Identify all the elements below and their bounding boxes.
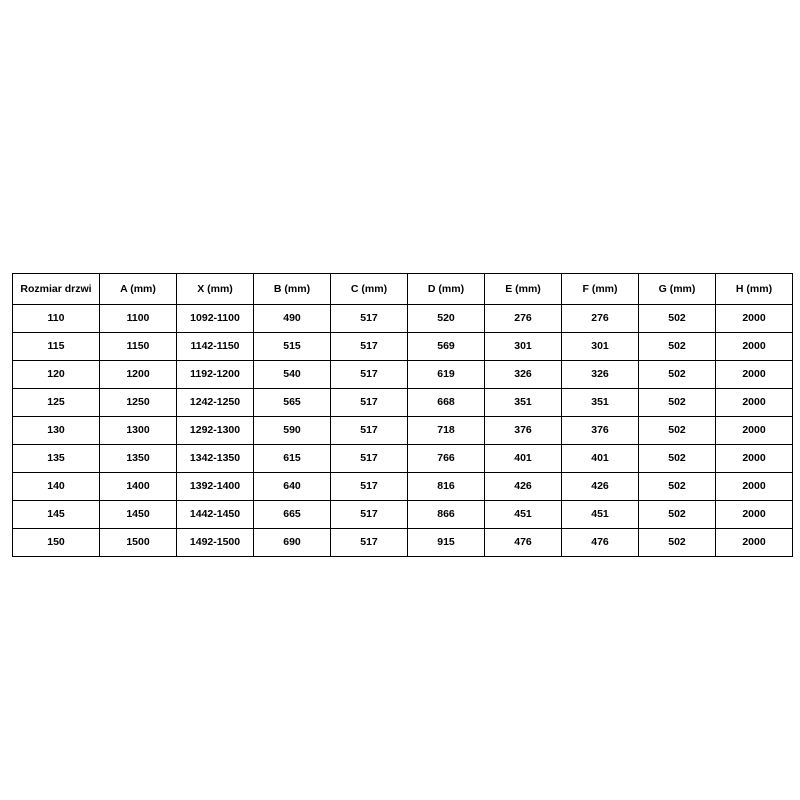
cell-f: 401	[562, 445, 639, 473]
cell-f: 276	[562, 305, 639, 333]
cell-h: 2000	[716, 445, 793, 473]
cell-d: 766	[408, 445, 485, 473]
specification-table	[12, 273, 793, 557]
cell-a: 1450	[100, 501, 177, 529]
column-header-e: E (mm)	[485, 274, 562, 305]
cell-h: 2000	[716, 529, 793, 557]
column-header-a: A (mm)	[100, 274, 177, 305]
cell-a: 1500	[100, 529, 177, 557]
cell-d: 718	[408, 417, 485, 445]
cell-x: 1442-1450	[177, 501, 254, 529]
cell-a: 1100	[100, 305, 177, 333]
table-row	[13, 417, 793, 445]
cell-door-size: 120	[13, 361, 100, 389]
table-row	[13, 445, 793, 473]
cell-x: 1092-1100	[177, 305, 254, 333]
table-row	[13, 333, 793, 361]
column-header-h: H (mm)	[716, 274, 793, 305]
cell-b: 490	[254, 305, 331, 333]
cell-x: 1192-1200	[177, 361, 254, 389]
cell-e: 401	[485, 445, 562, 473]
cell-x: 1292-1300	[177, 417, 254, 445]
column-header-x: X (mm)	[177, 274, 254, 305]
cell-g: 502	[639, 473, 716, 501]
cell-b: 540	[254, 361, 331, 389]
cell-d: 520	[408, 305, 485, 333]
cell-a: 1200	[100, 361, 177, 389]
cell-g: 502	[639, 361, 716, 389]
cell-h: 2000	[716, 501, 793, 529]
cell-door-size: 110	[13, 305, 100, 333]
cell-c: 517	[331, 501, 408, 529]
table-row	[13, 473, 793, 501]
cell-door-size: 125	[13, 389, 100, 417]
cell-door-size: 145	[13, 501, 100, 529]
cell-a: 1350	[100, 445, 177, 473]
cell-e: 426	[485, 473, 562, 501]
cell-door-size: 150	[13, 529, 100, 557]
column-header-c: C (mm)	[331, 274, 408, 305]
cell-c: 517	[331, 529, 408, 557]
cell-e: 276	[485, 305, 562, 333]
cell-b: 565	[254, 389, 331, 417]
table-row	[13, 361, 793, 389]
cell-door-size: 135	[13, 445, 100, 473]
cell-h: 2000	[716, 473, 793, 501]
cell-c: 517	[331, 417, 408, 445]
cell-b: 690	[254, 529, 331, 557]
cell-b: 615	[254, 445, 331, 473]
table-row	[13, 305, 793, 333]
cell-c: 517	[331, 361, 408, 389]
cell-b: 515	[254, 333, 331, 361]
cell-h: 2000	[716, 305, 793, 333]
cell-g: 502	[639, 501, 716, 529]
cell-c: 517	[331, 389, 408, 417]
cell-x: 1492-1500	[177, 529, 254, 557]
cell-b: 640	[254, 473, 331, 501]
cell-d: 619	[408, 361, 485, 389]
specification-table-container	[12, 273, 788, 557]
cell-f: 476	[562, 529, 639, 557]
column-header-door-size: Rozmiar drzwi	[13, 274, 100, 305]
column-header-b: B (mm)	[254, 274, 331, 305]
cell-h: 2000	[716, 333, 793, 361]
cell-d: 668	[408, 389, 485, 417]
cell-g: 502	[639, 529, 716, 557]
cell-x: 1392-1400	[177, 473, 254, 501]
cell-door-size: 115	[13, 333, 100, 361]
cell-d: 866	[408, 501, 485, 529]
cell-e: 376	[485, 417, 562, 445]
table-header	[13, 274, 793, 305]
cell-door-size: 140	[13, 473, 100, 501]
cell-x: 1142-1150	[177, 333, 254, 361]
cell-e: 476	[485, 529, 562, 557]
cell-a: 1250	[100, 389, 177, 417]
cell-f: 451	[562, 501, 639, 529]
cell-e: 451	[485, 501, 562, 529]
cell-h: 2000	[716, 361, 793, 389]
cell-a: 1400	[100, 473, 177, 501]
cell-h: 2000	[716, 417, 793, 445]
column-header-d: D (mm)	[408, 274, 485, 305]
cell-f: 326	[562, 361, 639, 389]
cell-d: 816	[408, 473, 485, 501]
cell-g: 502	[639, 305, 716, 333]
cell-x: 1342-1350	[177, 445, 254, 473]
column-header-f: F (mm)	[562, 274, 639, 305]
table-row	[13, 501, 793, 529]
cell-h: 2000	[716, 389, 793, 417]
cell-b: 590	[254, 417, 331, 445]
cell-c: 517	[331, 305, 408, 333]
table-row	[13, 529, 793, 557]
cell-x: 1242-1250	[177, 389, 254, 417]
cell-e: 326	[485, 361, 562, 389]
cell-c: 517	[331, 445, 408, 473]
cell-c: 517	[331, 333, 408, 361]
cell-a: 1300	[100, 417, 177, 445]
cell-door-size: 130	[13, 417, 100, 445]
cell-g: 502	[639, 445, 716, 473]
cell-g: 502	[639, 389, 716, 417]
cell-f: 376	[562, 417, 639, 445]
cell-e: 351	[485, 389, 562, 417]
cell-d: 915	[408, 529, 485, 557]
cell-c: 517	[331, 473, 408, 501]
cell-f: 301	[562, 333, 639, 361]
cell-f: 351	[562, 389, 639, 417]
cell-a: 1150	[100, 333, 177, 361]
cell-g: 502	[639, 333, 716, 361]
cell-e: 301	[485, 333, 562, 361]
table-body	[13, 305, 793, 557]
table-row	[13, 389, 793, 417]
cell-f: 426	[562, 473, 639, 501]
cell-b: 665	[254, 501, 331, 529]
table-header-row	[13, 274, 793, 305]
column-header-g: G (mm)	[639, 274, 716, 305]
cell-d: 569	[408, 333, 485, 361]
cell-g: 502	[639, 417, 716, 445]
